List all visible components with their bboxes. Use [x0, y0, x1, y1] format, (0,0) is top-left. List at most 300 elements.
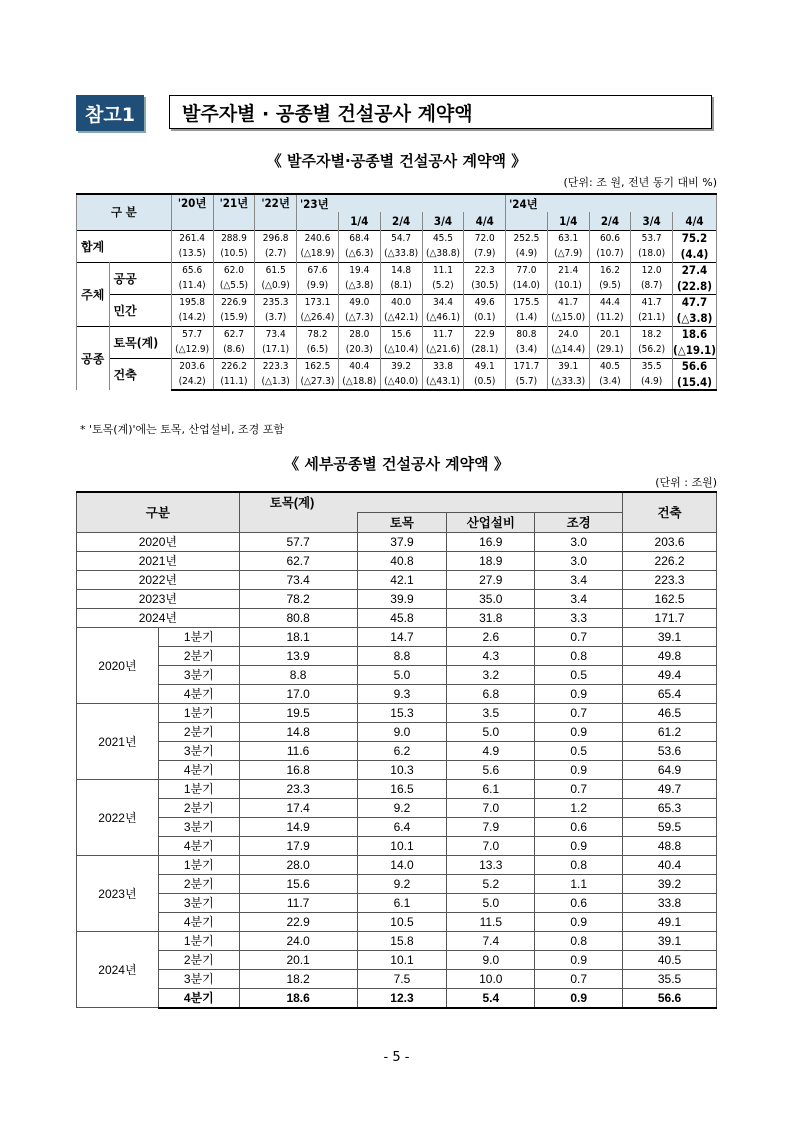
table1-value: 175.5: [506, 294, 548, 310]
table1-percent: (△40.0): [380, 374, 422, 390]
table-row: [77, 836, 717, 855]
table1-percent: (15.4): [672, 374, 716, 390]
table2-title: 《 세부공종별 건설공사 계약액 》: [284, 455, 509, 473]
table-row: [77, 893, 717, 912]
annual-row-label: 2020년: [77, 532, 240, 551]
table2-value: 6.1: [357, 893, 447, 912]
table2-value: 15.3: [357, 703, 447, 722]
table2-value: 1.2: [535, 798, 623, 817]
table1-percent: (△21.6): [422, 342, 464, 358]
table1-value: 54.7: [380, 230, 422, 246]
industrial-header: 산업설비: [447, 512, 535, 532]
quarter-label: 1분기: [158, 627, 239, 646]
quarter-label: 3분기: [158, 817, 239, 836]
annual-row-label: 2024년: [77, 608, 240, 627]
quarter-label: 1분기: [158, 703, 239, 722]
table1-value: 171.7: [506, 358, 548, 374]
table1-percent: (△3.8): [672, 310, 716, 326]
table1-value: 16.2: [589, 262, 631, 278]
table1-value: 62.7: [213, 326, 255, 342]
table1-percent: (△38.8): [422, 246, 464, 262]
table2-value: 223.3: [623, 570, 717, 589]
table2-value: 1.1: [535, 874, 623, 893]
quarter-header: 2/4: [380, 212, 422, 230]
table1-percent: (29.1): [589, 342, 631, 358]
quarter-label: 3분기: [158, 969, 239, 988]
table1-value: 288.9: [213, 230, 255, 246]
table2-value: 59.5: [623, 817, 717, 836]
quarter-label: 4분기: [158, 684, 239, 703]
table1-percent: (△0.9): [255, 278, 297, 294]
table1-value: 27.4: [672, 262, 716, 278]
table2-value: 7.4: [447, 931, 535, 950]
table2-value: 0.9: [535, 988, 623, 1008]
table2-value: 0.9: [535, 912, 623, 931]
quarter-header: 1/4: [338, 212, 380, 230]
table2-value: 40.8: [357, 551, 447, 570]
contract-by-orderer-table: [76, 193, 717, 391]
table2-value: 5.2: [447, 874, 535, 893]
table2-value: 39.1: [623, 627, 717, 646]
reference-badge: 참고1: [76, 95, 144, 131]
table1-percent: (8.1): [380, 278, 422, 294]
table1-percent: (△12.9): [171, 342, 213, 358]
table2-value: 3.0: [535, 532, 623, 551]
table1-value: 28.0: [338, 326, 380, 342]
table1-percent: (△15.0): [547, 310, 589, 326]
table1-value: 77.0: [506, 262, 548, 278]
quarter-label: 4분기: [158, 836, 239, 855]
table2-value: 0.7: [535, 627, 623, 646]
table-row: [77, 798, 717, 817]
table2-value: 3.4: [535, 570, 623, 589]
table1-value: 235.3: [255, 294, 297, 310]
table1-value: 47.7: [672, 294, 716, 310]
table1-percent: (15.9): [213, 310, 255, 326]
table1-value: 68.4: [338, 230, 380, 246]
table2-value: 3.5: [447, 703, 535, 722]
table1-value: 44.4: [589, 294, 631, 310]
landscape-header: 조경: [535, 512, 623, 532]
quarter-label: 2분기: [158, 950, 239, 969]
table-row: [77, 912, 717, 931]
table2-value: 17.4: [239, 798, 357, 817]
table2-value: 16.9: [447, 532, 535, 551]
table1-value: 41.7: [631, 294, 673, 310]
table2-value: 10.1: [357, 836, 447, 855]
table2-value: 14.0: [357, 855, 447, 874]
table-row: [77, 817, 717, 836]
table1-percent: (△18.9): [297, 246, 339, 262]
table1-percent: (14.2): [171, 310, 213, 326]
table1-percent: (10.7): [589, 246, 631, 262]
table2-value: 0.7: [535, 779, 623, 798]
table2-value: 14.9: [239, 817, 357, 836]
table1-value: 61.5: [255, 262, 297, 278]
table2-value: 14.8: [239, 722, 357, 741]
table2-value: 3.2: [447, 665, 535, 684]
table2-value: 53.6: [623, 741, 717, 760]
table1-value: 73.4: [255, 326, 297, 342]
table2-value: 61.2: [623, 722, 717, 741]
table2-value: 3.3: [535, 608, 623, 627]
year-header: '22년: [255, 194, 297, 230]
table1-value: 162.5: [297, 358, 339, 374]
table1-percent: (24.2): [171, 374, 213, 390]
table1-percent: (△42.1): [380, 310, 422, 326]
table2-value: 57.7: [239, 532, 357, 551]
table1-percent: (△14.4): [547, 342, 589, 358]
annual-row-label: 2023년: [77, 589, 240, 608]
table2-value: 49.4: [623, 665, 717, 684]
table1-percent: (△46.1): [422, 310, 464, 326]
section-title: 발주자별 · 공종별 건설공사 계약액: [169, 95, 712, 129]
table2-value: 2.6: [447, 627, 535, 646]
table1-percent: (7.9): [464, 246, 506, 262]
table1-percent: (30.5): [464, 278, 506, 294]
table1-percent: (20.3): [338, 342, 380, 358]
table1-percent: (11.4): [171, 278, 213, 294]
table1-percent: (△43.1): [422, 374, 464, 390]
table1-value: 72.0: [464, 230, 506, 246]
table-row: [77, 760, 717, 779]
table1-value: 49.6: [464, 294, 506, 310]
table2-value: 37.9: [357, 532, 447, 551]
year-header: '20년: [171, 194, 213, 230]
table2-value: 8.8: [357, 646, 447, 665]
table2-value: 40.4: [623, 855, 717, 874]
row-label: 민간: [109, 294, 171, 326]
table2-value: 8.8: [239, 665, 357, 684]
table1-value: 75.2: [672, 230, 716, 246]
table2-value: 5.6: [447, 760, 535, 779]
table1-percent: (8.7): [631, 278, 673, 294]
table1-percent: (△18.8): [338, 374, 380, 390]
quarter-year-label: 2020년: [77, 627, 159, 703]
civil-total-header: 토목(계): [239, 492, 622, 512]
total-label: 합계: [77, 230, 172, 262]
quarter-label: 2분기: [158, 874, 239, 893]
table2-value: 6.4: [357, 817, 447, 836]
table2-value: 10.0: [447, 969, 535, 988]
table1-percent: (22.8): [672, 278, 716, 294]
table1-percent: (3.7): [255, 310, 297, 326]
table1-percent: (△33.8): [380, 246, 422, 262]
table1-title: 《 발주자별·공종별 건설공사 계약액 》: [266, 152, 527, 170]
table1-value: 34.4: [422, 294, 464, 310]
table-row: [77, 741, 717, 760]
table-row: [77, 950, 717, 969]
table2-value: 78.2: [239, 589, 357, 608]
table2-value: 24.0: [239, 931, 357, 950]
table1-value: 22.9: [464, 326, 506, 342]
quarter-label: 3분기: [158, 741, 239, 760]
civil-header: 토목: [357, 512, 447, 532]
table2-value: 7.0: [447, 836, 535, 855]
quarter-label: 2분기: [158, 646, 239, 665]
table2-value: 5.4: [447, 988, 535, 1008]
table-row: [77, 570, 717, 589]
quarter-year-label: 2024년: [77, 931, 159, 1008]
table1-percent: (21.1): [631, 310, 673, 326]
quarter-label: 2분기: [158, 798, 239, 817]
quarter-label: 4분기: [158, 760, 239, 779]
table-row: [77, 855, 717, 874]
table1-percent: (13.5): [171, 246, 213, 262]
table2-value: 35.0: [447, 589, 535, 608]
quarter-label: 4분기: [158, 912, 239, 931]
table2-value: 0.9: [535, 684, 623, 703]
year-header: '21년: [213, 194, 255, 230]
table2-value: 0.7: [535, 703, 623, 722]
table1-percent: (3.4): [589, 374, 631, 390]
table2-value: 4.3: [447, 646, 535, 665]
table2-value: 5.0: [447, 893, 535, 912]
table2-value: 3.4: [535, 589, 623, 608]
table2-value: 0.5: [535, 741, 623, 760]
table1-value: 21.4: [547, 262, 589, 278]
table2-value: 56.6: [623, 988, 717, 1008]
table2-value: 10.1: [357, 950, 447, 969]
table2-value: 0.5: [535, 665, 623, 684]
table1-value: 12.0: [631, 262, 673, 278]
table-row: [77, 703, 717, 722]
table1-percent: (28.1): [464, 342, 506, 358]
subject-group-label: 주체: [77, 262, 110, 326]
category-header: 구분: [77, 492, 240, 532]
quarter-year-label: 2022년: [77, 779, 159, 855]
table2-value: 45.8: [357, 608, 447, 627]
quarter-header: 4/4: [672, 212, 716, 230]
table1-footnote: * '토목(계)'에는 토목, 산업설비, 조경 포함: [80, 423, 284, 436]
quarter-header: 4/4: [464, 212, 506, 230]
table-row: [77, 988, 717, 1008]
table2-value: 12.3: [357, 988, 447, 1008]
table1-percent: (△10.4): [380, 342, 422, 358]
table-row: [77, 969, 717, 988]
table1-percent: (0.5): [464, 374, 506, 390]
table2-value: 18.1: [239, 627, 357, 646]
table2-value: 9.2: [357, 874, 447, 893]
table1-value: 22.3: [464, 262, 506, 278]
table2-value: 49.7: [623, 779, 717, 798]
table1-value: 203.6: [171, 358, 213, 374]
table2-value: 7.0: [447, 798, 535, 817]
table2-value: 7.9: [447, 817, 535, 836]
page-number: - 5 -: [383, 1050, 410, 1065]
table2-value: 9.3: [357, 684, 447, 703]
table2-value: 9.0: [447, 950, 535, 969]
table2-value: 6.2: [357, 741, 447, 760]
quarter-year-label: 2023년: [77, 855, 159, 931]
table1-value: 49.1: [464, 358, 506, 374]
table1-value: 57.7: [171, 326, 213, 342]
table1-value: 296.8: [255, 230, 297, 246]
table2-value: 5.0: [447, 722, 535, 741]
table1-percent: (2.7): [255, 246, 297, 262]
table2-value: 15.6: [239, 874, 357, 893]
table1-value: 53.7: [631, 230, 673, 246]
table1-value: 18.6: [672, 326, 716, 342]
table2-value: 9.2: [357, 798, 447, 817]
table2-value: 0.9: [535, 950, 623, 969]
table1-value: 65.6: [171, 262, 213, 278]
table1-percent: (18.0): [631, 246, 673, 262]
table1-value: 62.0: [213, 262, 255, 278]
table2-value: 203.6: [623, 532, 717, 551]
table2-value: 5.0: [357, 665, 447, 684]
table1-percent: (5.2): [422, 278, 464, 294]
table2-value: 7.5: [357, 969, 447, 988]
table2-value: 0.7: [535, 969, 623, 988]
table2-value: 11.7: [239, 893, 357, 912]
quarter-label: 3분기: [158, 893, 239, 912]
table2-value: 0.6: [535, 893, 623, 912]
table2-value: 10.3: [357, 760, 447, 779]
table2-value: 11.6: [239, 741, 357, 760]
table-row: [77, 532, 717, 551]
table2-value: 3.0: [535, 551, 623, 570]
table2-value: 33.8: [623, 893, 717, 912]
table2-value: 15.8: [357, 931, 447, 950]
table1-percent: (△33.3): [547, 374, 589, 390]
table1-percent: (3.4): [506, 342, 548, 358]
table1-value: 56.6: [672, 358, 716, 374]
table2-value: 28.0: [239, 855, 357, 874]
quarter-label: 3분기: [158, 665, 239, 684]
table1-value: 40.5: [589, 358, 631, 374]
table1-corner-header: 구 분: [77, 194, 172, 230]
quarter-header: 2/4: [589, 212, 631, 230]
work-group-label: 공종: [77, 326, 110, 390]
quarter-header: 3/4: [631, 212, 673, 230]
table1-value: 45.5: [422, 230, 464, 246]
table2-value: 162.5: [623, 589, 717, 608]
row-label: 건축: [109, 358, 171, 390]
row-label: 토목(계): [109, 326, 171, 358]
table1-percent: (△5.5): [213, 278, 255, 294]
table1-value: 49.0: [338, 294, 380, 310]
quarter-year-label: 2021년: [77, 703, 159, 779]
table2-value: 9.0: [357, 722, 447, 741]
table1-value: 78.2: [297, 326, 339, 342]
table2-value: 40.5: [623, 950, 717, 969]
table1-value: 15.6: [380, 326, 422, 342]
table2-value: 18.9: [447, 551, 535, 570]
table2-value: 31.8: [447, 608, 535, 627]
table1-percent: (4.9): [631, 374, 673, 390]
table-row: [77, 608, 717, 627]
table2-value: 46.5: [623, 703, 717, 722]
table1-value: 173.1: [297, 294, 339, 310]
table1-value: 63.1: [547, 230, 589, 246]
table2-value: 64.9: [623, 760, 717, 779]
table1-value: 80.8: [506, 326, 548, 342]
quarter-header: 3/4: [422, 212, 464, 230]
table-row: [77, 779, 717, 798]
table1-percent: (8.6): [213, 342, 255, 358]
table1-value: 11.7: [422, 326, 464, 342]
row-label: 공공: [109, 262, 171, 294]
table2-value: 16.5: [357, 779, 447, 798]
table2-value: 19.5: [239, 703, 357, 722]
year-header: '24년: [506, 194, 717, 212]
table1-percent: (5.7): [506, 374, 548, 390]
table-row: [77, 646, 717, 665]
table2-value: 0.8: [535, 931, 623, 950]
table1-value: 252.5: [506, 230, 548, 246]
table1-value: 40.4: [338, 358, 380, 374]
table2-value: 18.6: [239, 988, 357, 1008]
table2-value: 4.9: [447, 741, 535, 760]
table1-percent: (△26.4): [297, 310, 339, 326]
table2-value: 10.5: [357, 912, 447, 931]
table2-value: 6.8: [447, 684, 535, 703]
table1-percent: (17.1): [255, 342, 297, 358]
table2-value: 65.4: [623, 684, 717, 703]
quarter-label: 1분기: [158, 779, 239, 798]
table2-value: 226.2: [623, 551, 717, 570]
table1-percent: (11.2): [589, 310, 631, 326]
table2-value: 73.4: [239, 570, 357, 589]
table2-value: 11.5: [447, 912, 535, 931]
table-row: [77, 684, 717, 703]
table2-value: 49.8: [623, 646, 717, 665]
quarter-label: 4분기: [158, 988, 239, 1008]
table1-percent: (56.2): [631, 342, 673, 358]
annual-row-label: 2021년: [77, 551, 240, 570]
table1-percent: (9.5): [589, 278, 631, 294]
table2-unit: (단위 : 조원): [655, 476, 717, 489]
table2-value: 17.0: [239, 684, 357, 703]
table1-percent: (10.5): [213, 246, 255, 262]
table2-value: 39.9: [357, 589, 447, 608]
table1-value: 24.0: [547, 326, 589, 342]
table2-value: 39.1: [623, 931, 717, 950]
building-header: 건축: [623, 492, 717, 532]
section-header: [76, 95, 712, 131]
table1-percent: (6.5): [297, 342, 339, 358]
table1-percent: (4.4): [672, 246, 716, 262]
table-row: [77, 551, 717, 570]
table1-percent: (△7.9): [547, 246, 589, 262]
table2-value: 49.1: [623, 912, 717, 931]
table1-percent: (1.4): [506, 310, 548, 326]
table2-value: 0.8: [535, 855, 623, 874]
table1-percent: (△7.3): [338, 310, 380, 326]
table2-value: 35.5: [623, 969, 717, 988]
table1-value: 60.6: [589, 230, 631, 246]
table2-value: 171.7: [623, 608, 717, 627]
year-header: '23년: [297, 194, 506, 212]
table1-value: 195.8: [171, 294, 213, 310]
table1-percent: (11.1): [213, 374, 255, 390]
table1-value: 67.6: [297, 262, 339, 278]
table1-percent: (10.1): [547, 278, 589, 294]
table-row: [77, 722, 717, 741]
table1-percent: (△3.8): [338, 278, 380, 294]
quarter-label: 1분기: [158, 931, 239, 950]
table2-value: 39.2: [623, 874, 717, 893]
table1-unit: (단위: 조 원, 전년 동기 대비 %): [563, 176, 717, 189]
table2-value: 65.3: [623, 798, 717, 817]
table1-percent: (4.9): [506, 246, 548, 262]
table-row: [77, 874, 717, 893]
quarter-label: 1분기: [158, 855, 239, 874]
table1-value: 33.8: [422, 358, 464, 374]
table1-value: 223.3: [255, 358, 297, 374]
table1-percent: (9.9): [297, 278, 339, 294]
